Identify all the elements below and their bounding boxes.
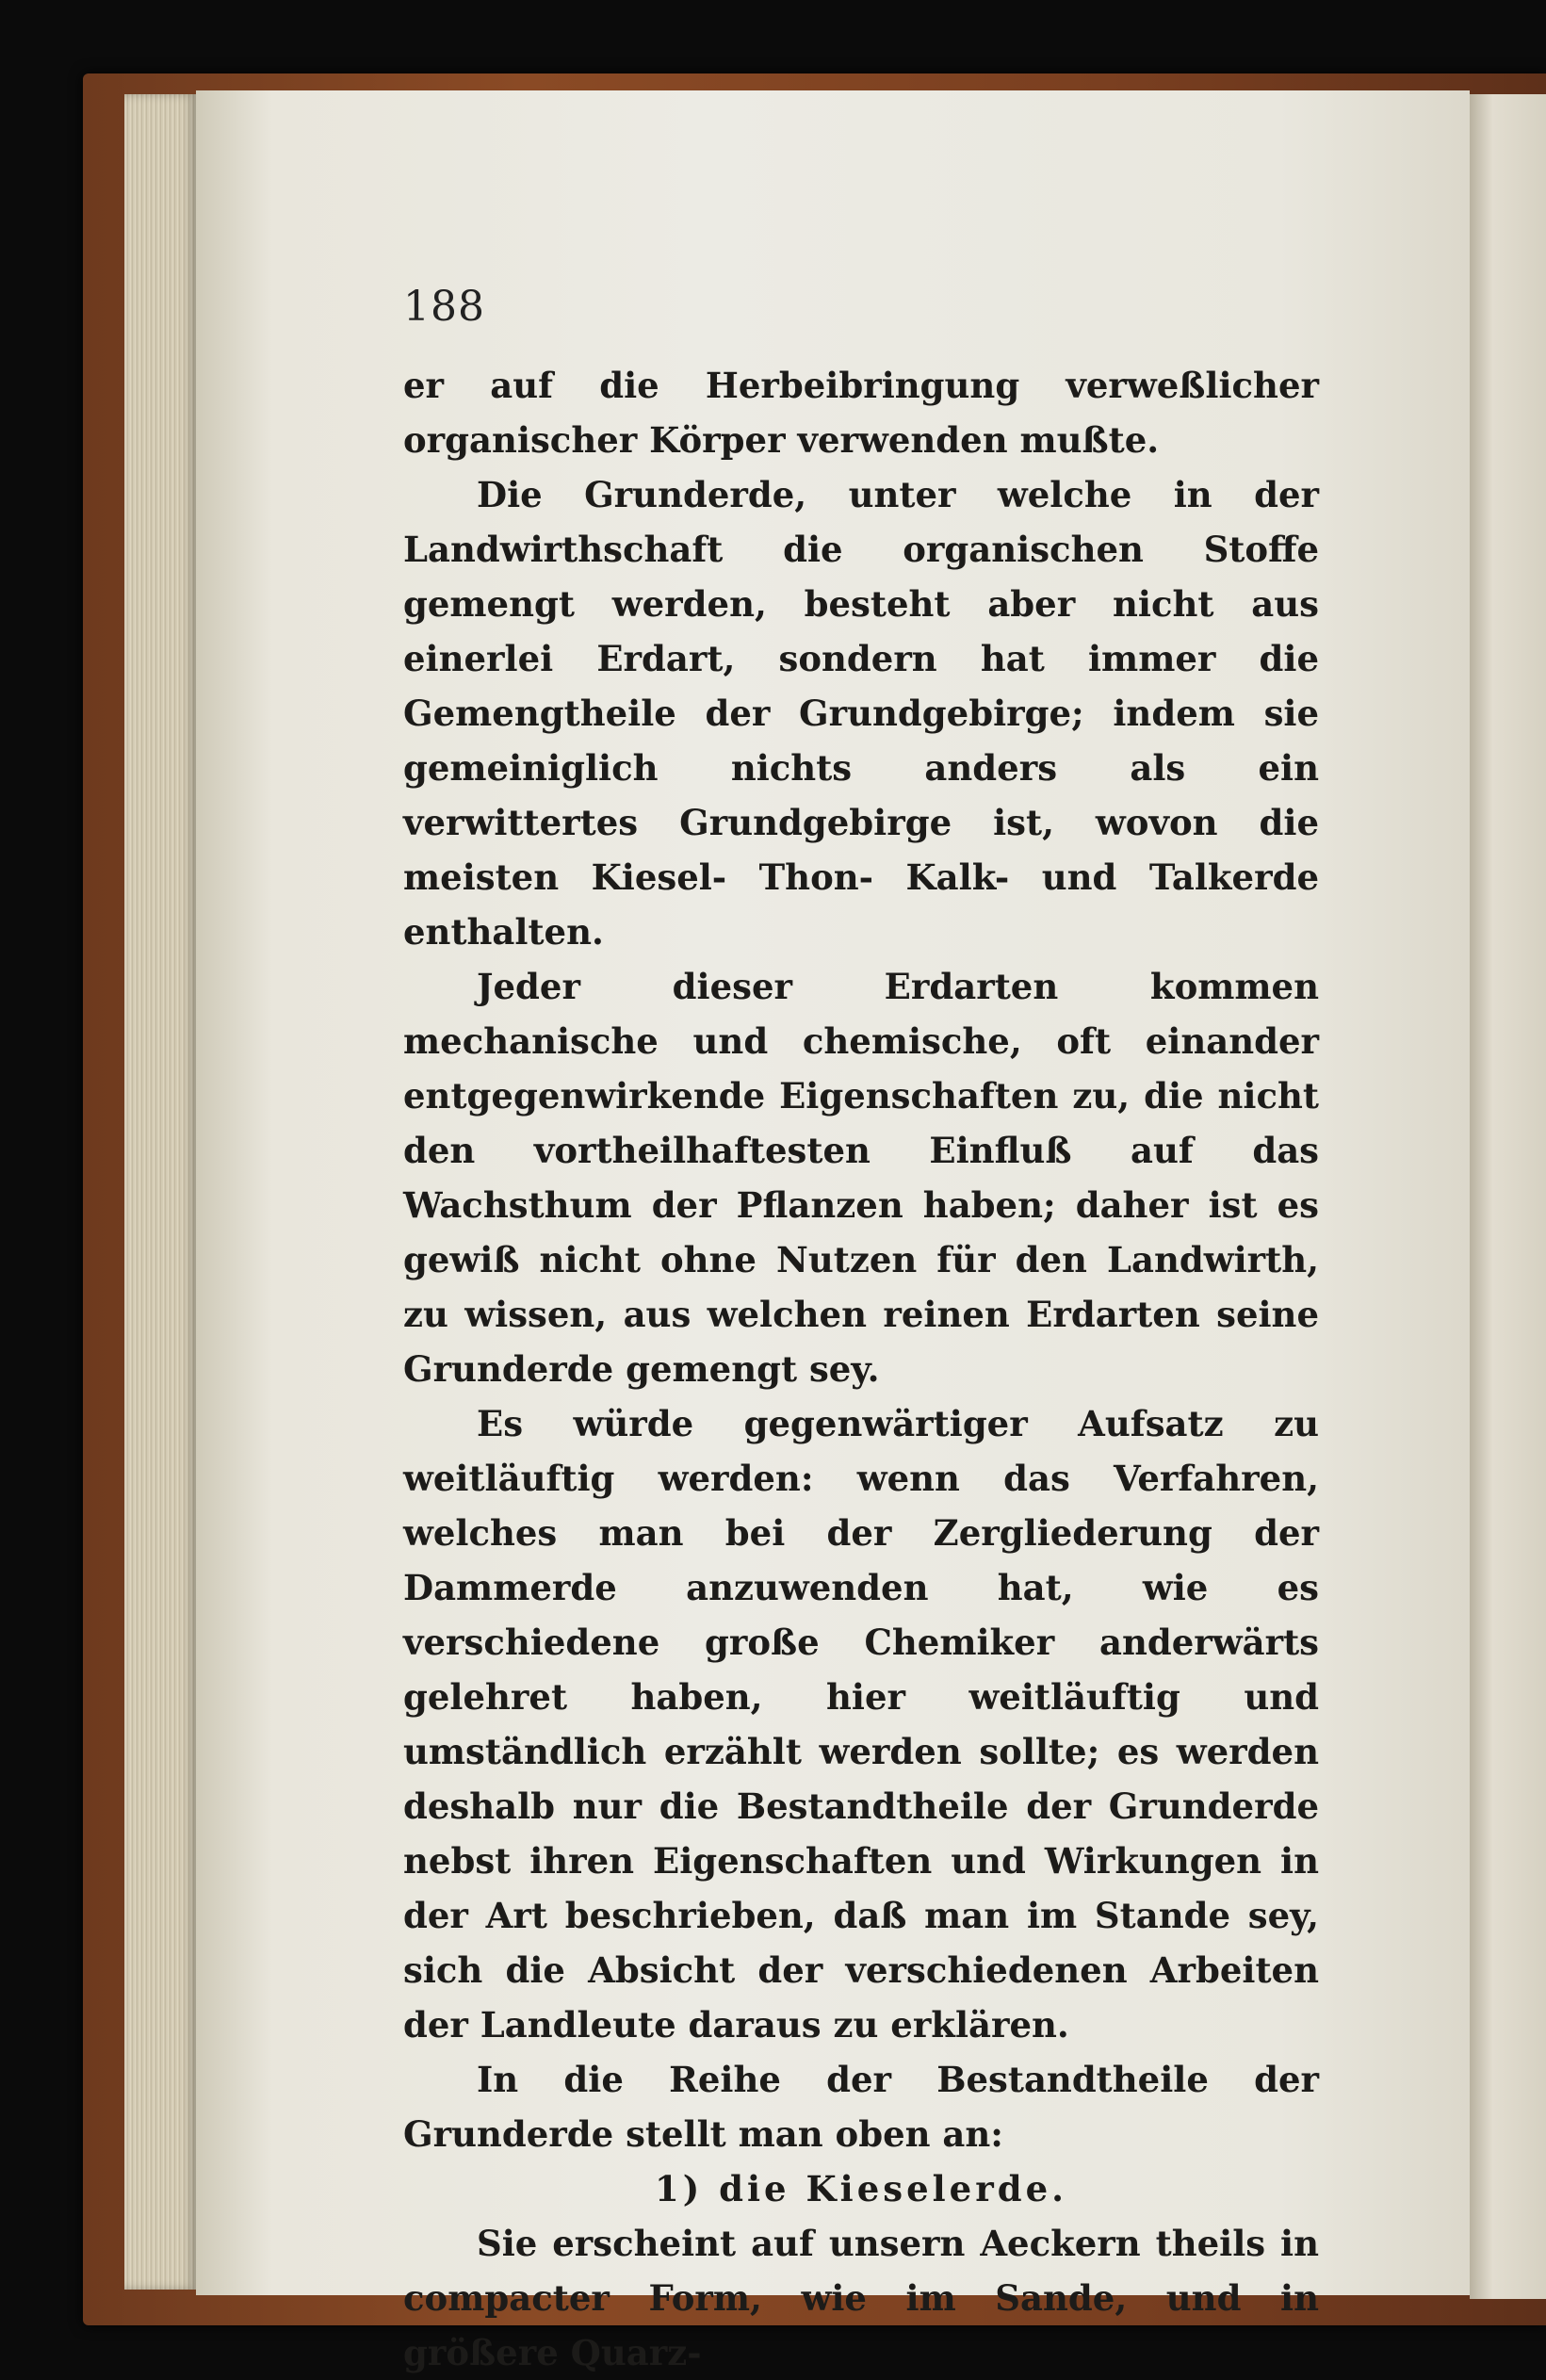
section-heading: 1) die Kieselerde.	[655, 2168, 1067, 2209]
facing-page-edge	[1470, 94, 1546, 2299]
page-edges	[124, 94, 196, 2290]
paragraph-3: Jeder dieser Erdarten kommen mechanische und chemische, oft einander entgegenwirkende Eigenschaften zu, die nicht den vortheilhaftesten Einfluß auf das Wachsthum der Pflanzen haben; daher ist es gewiß nicht ohne Nutzen für den Landwirth, zu wissen, aus welchen reinen Erdarten seine Grunderde gemengt sey.	[403, 966, 1319, 1390]
paragraph-6: Sie erscheint auf unsern Aeckern theils in compacter Form, wie im Sande, und in größere Quarz-	[403, 2223, 1319, 2373]
paragraph-5: In die Reihe der Bestandtheile der Grunderde stellt man oben an:	[403, 2059, 1319, 2155]
page-number: 188	[403, 283, 485, 331]
paragraph-4: Es würde gegenwärtiger Aufsatz zu weitläuftig werden: wenn das Verfahren, welches man bei der Zergliederung der Dammerde anzuwenden hat, wie es verschiedene große Chemiker anderwärts gelehret haben, hier weitläuftig und umständlich erzählt werden sollte; es werden deshalb nur die Bestandtheile der Grunderde nebst ihren Eigenschaften und Wirkungen in der Art beschrieben, daß man im Stande sey, sich die Absicht der verschiedenen Arbeiten der Landleute daraus zu erklären.	[403, 1403, 1319, 2046]
paragraph-1: er auf die Herbeibringung verweßlicher organischer Körper verwenden mußte.	[403, 365, 1319, 461]
paragraph-2: Die Grunderde, unter welche in der Landwirthschaft die organischen Stoffe gemengt werden, besteht aber nicht aus einerlei Erdart, sondern hat immer die Gemengtheile der Grundgebirge; indem sie gemeiniglich nichts anders als ein verwittertes Grundgebirge ist, wovon die meisten Kiesel- Thon- Kalk- und Talkerde enthalten.	[403, 474, 1319, 953]
page-text	[403, 358, 1319, 2380]
